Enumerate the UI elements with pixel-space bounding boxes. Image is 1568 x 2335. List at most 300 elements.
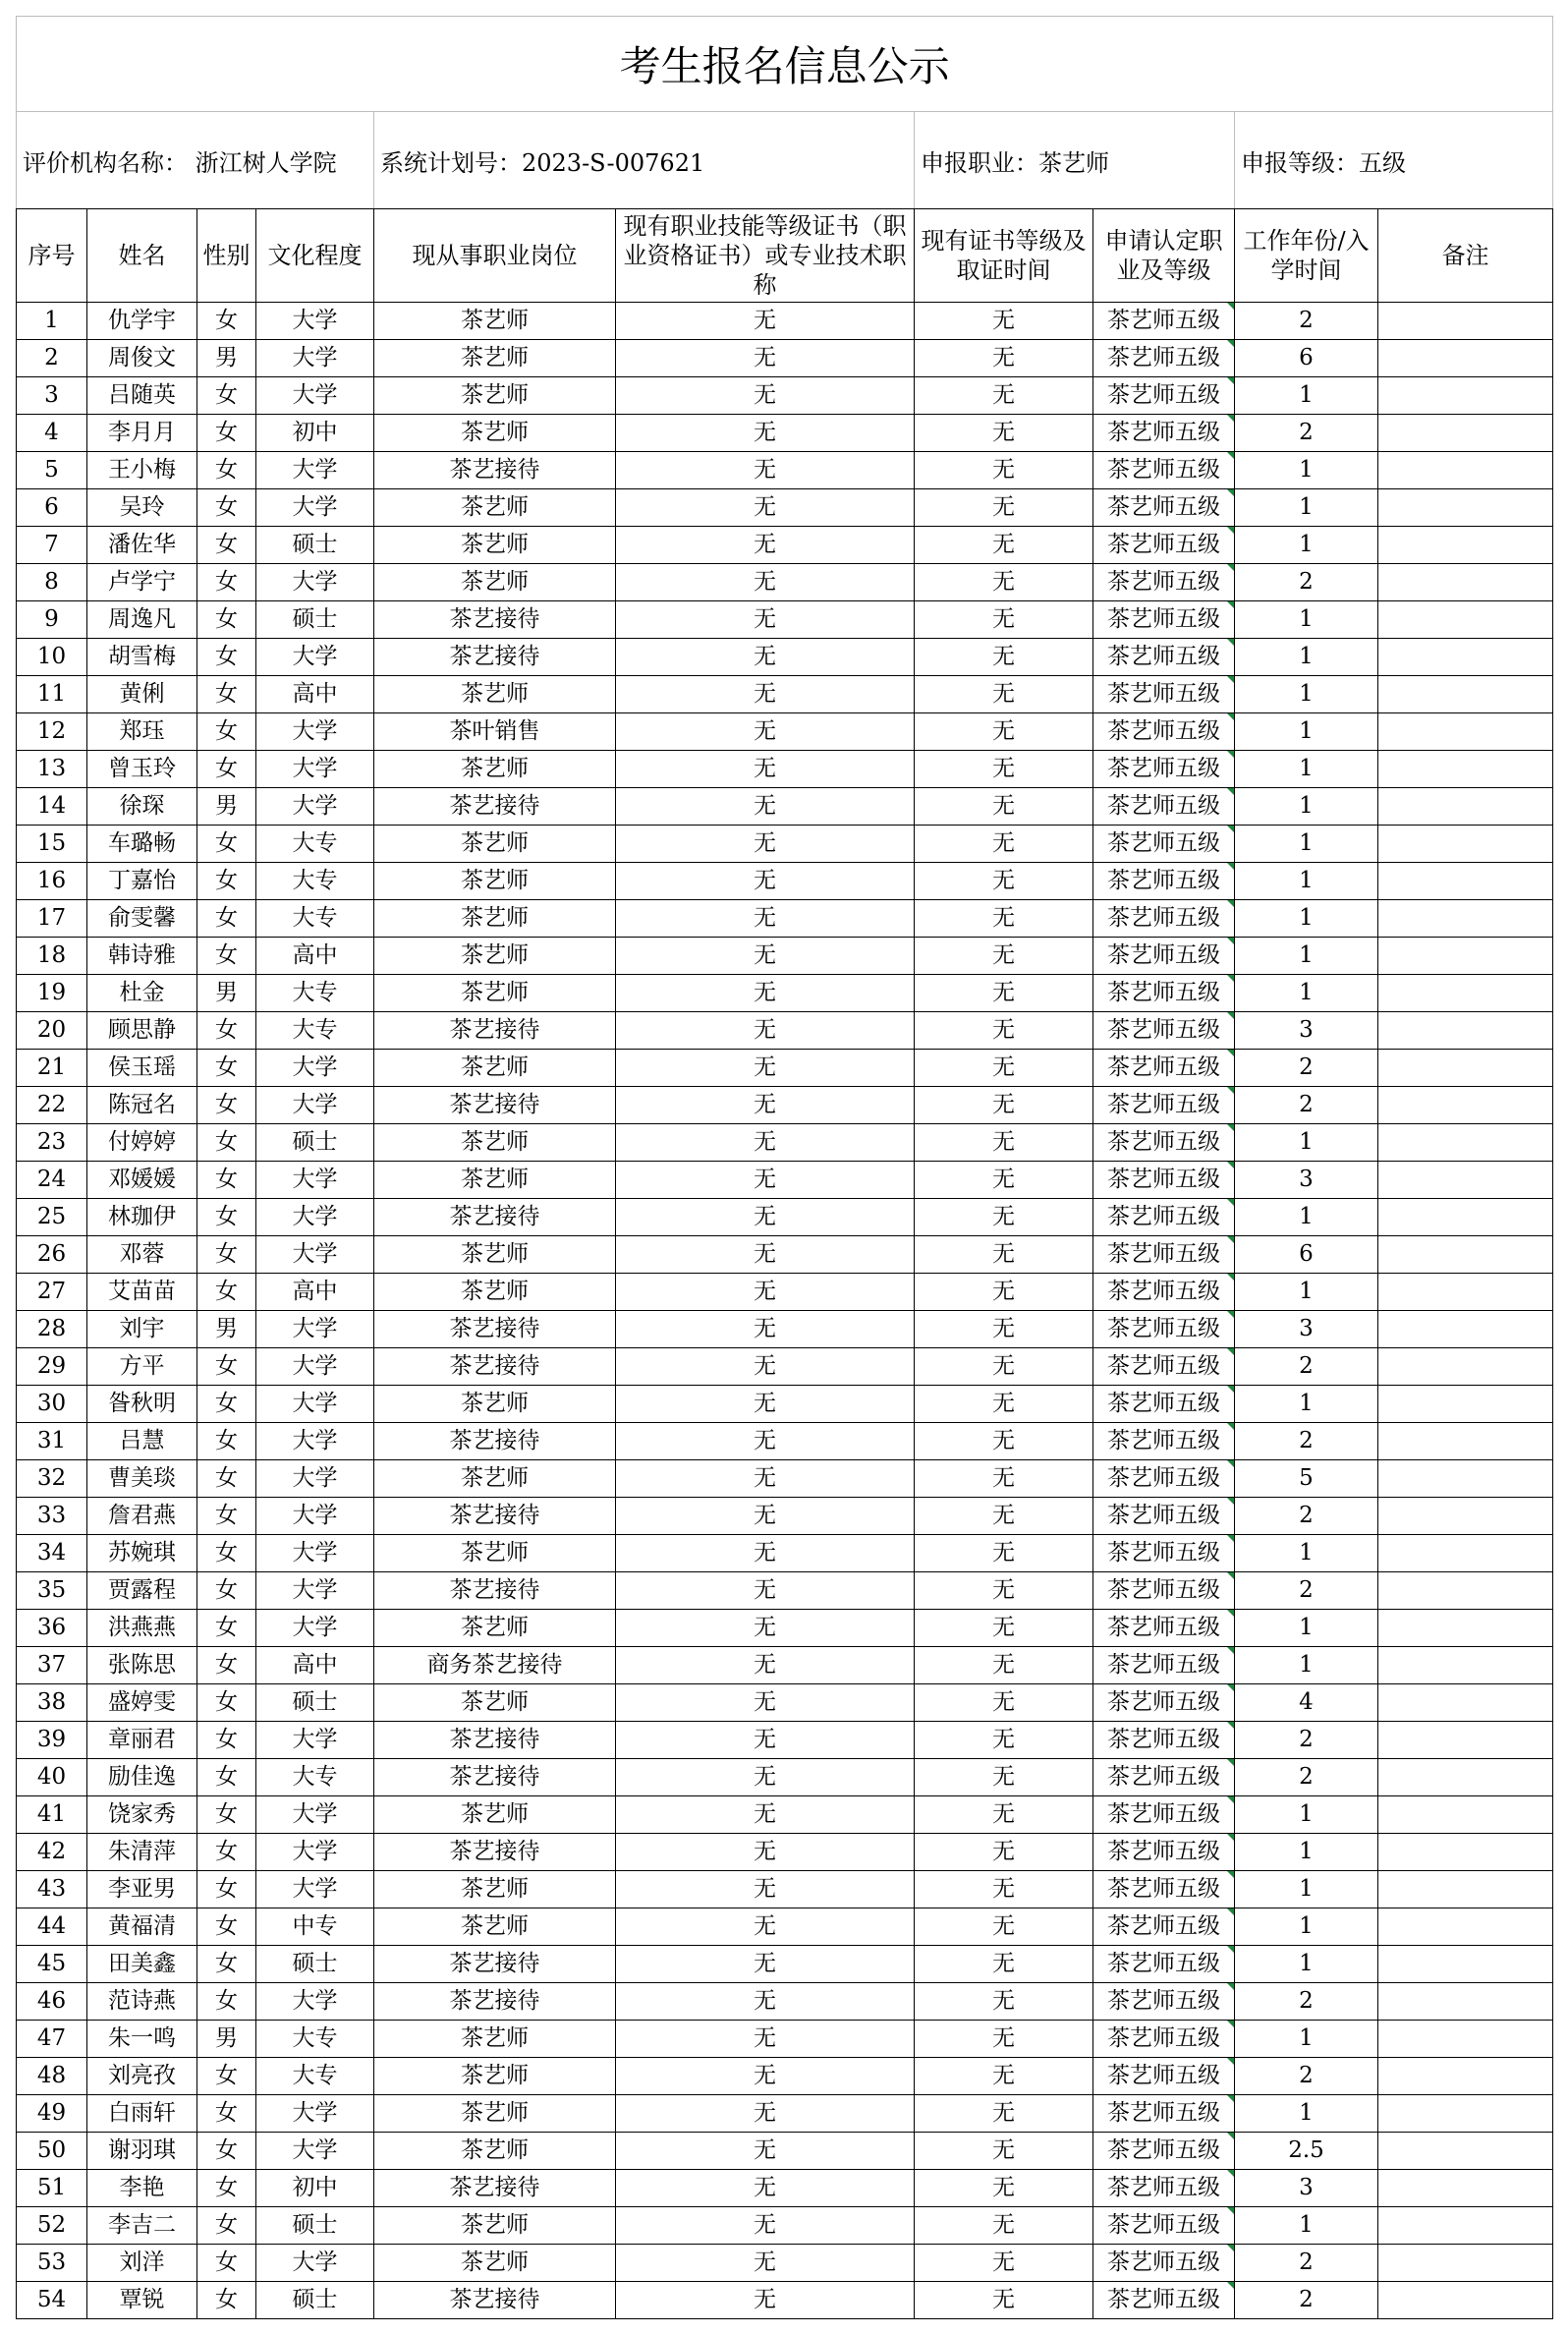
work-years-cell: 1 xyxy=(1235,2021,1378,2058)
name-cell: 曾玉玲 xyxy=(87,751,197,788)
applied-level-cell: 茶艺师五级 xyxy=(1093,1348,1235,1386)
work-years-cell: 1 xyxy=(1235,1834,1378,1871)
applied-level-cell: 茶艺师五级 xyxy=(1093,676,1235,713)
index-cell: 50 xyxy=(17,2133,87,2170)
index-cell: 6 xyxy=(17,489,87,527)
certificate-level-cell: 无 xyxy=(915,1498,1093,1535)
certificate-level-cell: 无 xyxy=(915,2282,1093,2319)
current-post-cell: 茶艺接待 xyxy=(374,1199,616,1236)
education-cell: 大学 xyxy=(256,1610,374,1647)
education-cell: 大专 xyxy=(256,826,374,863)
current-post-cell: 茶艺师 xyxy=(374,676,616,713)
gender-cell: 女 xyxy=(197,1983,256,2021)
gender-cell: 女 xyxy=(197,1647,256,1684)
name-cell: 陈冠名 xyxy=(87,1087,197,1124)
current-post-cell: 茶艺师 xyxy=(374,975,616,1012)
table-row xyxy=(17,1348,1553,1386)
remarks-cell xyxy=(1378,1348,1553,1386)
applied-level-cell: 茶艺师五级 xyxy=(1093,340,1235,377)
gender-cell: 女 xyxy=(197,1796,256,1834)
applied-level-cell: 茶艺师五级 xyxy=(1093,2021,1235,2058)
table-row xyxy=(17,1610,1553,1647)
work-years-cell: 6 xyxy=(1235,1236,1378,1274)
col-header-gender: 性别 xyxy=(197,209,256,303)
current-certificate-cell: 无 xyxy=(616,975,915,1012)
applied-level-cell: 茶艺师五级 xyxy=(1093,2058,1235,2095)
gender-cell: 女 xyxy=(197,676,256,713)
remarks-cell xyxy=(1378,938,1553,975)
education-cell: 大学 xyxy=(256,1834,374,1871)
table-row xyxy=(17,1498,1553,1535)
index-cell: 48 xyxy=(17,2058,87,2095)
gender-cell: 女 xyxy=(197,1759,256,1796)
index-cell: 45 xyxy=(17,1946,87,1983)
remarks-cell xyxy=(1378,2058,1553,2095)
work-years-cell: 1 xyxy=(1235,1647,1378,1684)
table-row xyxy=(17,1311,1553,1348)
work-years-cell: 5 xyxy=(1235,1460,1378,1498)
education-cell: 大学 xyxy=(256,1983,374,2021)
current-post-cell: 茶艺接待 xyxy=(374,639,616,676)
index-cell: 46 xyxy=(17,1983,87,2021)
current-post-cell: 茶艺接待 xyxy=(374,1946,616,1983)
applied-level-cell: 茶艺师五级 xyxy=(1093,1759,1235,1796)
table-row xyxy=(17,788,1553,826)
education-cell: 大学 xyxy=(256,1423,374,1460)
current-certificate-cell: 无 xyxy=(616,1722,915,1759)
index-cell: 29 xyxy=(17,1348,87,1386)
remarks-cell xyxy=(1378,1311,1553,1348)
certificate-level-cell: 无 xyxy=(915,676,1093,713)
index-cell: 30 xyxy=(17,1386,87,1423)
current-certificate-cell: 无 xyxy=(616,1647,915,1684)
index-cell: 9 xyxy=(17,601,87,639)
gender-cell: 女 xyxy=(197,1199,256,1236)
applied-level-cell: 茶艺师五级 xyxy=(1093,1684,1235,1722)
certificate-level-cell: 无 xyxy=(915,975,1093,1012)
current-certificate-cell: 无 xyxy=(616,2207,915,2245)
page-title: 考生报名信息公示 xyxy=(17,17,1553,112)
name-cell: 吕随英 xyxy=(87,377,197,415)
index-cell: 39 xyxy=(17,1722,87,1759)
remarks-cell xyxy=(1378,826,1553,863)
education-cell: 大专 xyxy=(256,863,374,900)
remarks-cell xyxy=(1378,1386,1553,1423)
work-years-cell: 1 xyxy=(1235,975,1378,1012)
remarks-cell xyxy=(1378,1274,1553,1311)
remarks-cell xyxy=(1378,713,1553,751)
current-certificate-cell: 无 xyxy=(616,377,915,415)
index-cell: 54 xyxy=(17,2282,87,2319)
applied-level-cell: 茶艺师五级 xyxy=(1093,2245,1235,2282)
education-cell: 大学 xyxy=(256,1386,374,1423)
gender-cell: 女 xyxy=(197,2133,256,2170)
table-row xyxy=(17,1946,1553,1983)
certificate-level-cell: 无 xyxy=(915,1087,1093,1124)
name-cell: 俞雯馨 xyxy=(87,900,197,938)
remarks-cell xyxy=(1378,863,1553,900)
table-row xyxy=(17,489,1553,527)
name-cell: 顾思静 xyxy=(87,1012,197,1050)
index-cell: 22 xyxy=(17,1087,87,1124)
current-post-cell: 茶艺接待 xyxy=(374,1722,616,1759)
gender-cell: 女 xyxy=(197,2245,256,2282)
gender-cell: 男 xyxy=(197,975,256,1012)
current-certificate-cell: 无 xyxy=(616,863,915,900)
applied-level-cell: 茶艺师五级 xyxy=(1093,1946,1235,1983)
index-cell: 49 xyxy=(17,2095,87,2133)
certificate-level-cell: 无 xyxy=(915,1684,1093,1722)
table-row xyxy=(17,1759,1553,1796)
current-certificate-cell: 无 xyxy=(616,1311,915,1348)
index-cell: 47 xyxy=(17,2021,87,2058)
index-cell: 3 xyxy=(17,377,87,415)
work-years-cell: 2 xyxy=(1235,1983,1378,2021)
gender-cell: 女 xyxy=(197,1087,256,1124)
work-years-cell: 1 xyxy=(1235,751,1378,788)
work-years-cell: 6 xyxy=(1235,340,1378,377)
index-cell: 15 xyxy=(17,826,87,863)
name-cell: 黄福清 xyxy=(87,1908,197,1946)
education-cell: 硕士 xyxy=(256,2207,374,2245)
education-cell: 大学 xyxy=(256,1871,374,1908)
current-post-cell: 茶艺接待 xyxy=(374,1087,616,1124)
table-row xyxy=(17,601,1553,639)
current-certificate-cell: 无 xyxy=(616,2245,915,2282)
name-cell: 周俊文 xyxy=(87,340,197,377)
current-post-cell: 茶艺师 xyxy=(374,1386,616,1423)
current-post-cell: 茶艺接待 xyxy=(374,1572,616,1610)
gender-cell: 女 xyxy=(197,1348,256,1386)
current-post-cell: 茶艺接待 xyxy=(374,1423,616,1460)
current-post-cell: 茶艺师 xyxy=(374,2133,616,2170)
work-years-cell: 1 xyxy=(1235,639,1378,676)
table-row xyxy=(17,713,1553,751)
current-post-cell: 茶艺师 xyxy=(374,377,616,415)
work-years-cell: 2 xyxy=(1235,1498,1378,1535)
work-years-cell: 4 xyxy=(1235,1684,1378,1722)
remarks-cell xyxy=(1378,415,1553,452)
education-cell: 硕士 xyxy=(256,527,374,564)
gender-cell: 女 xyxy=(197,1460,256,1498)
education-cell: 大学 xyxy=(256,1050,374,1087)
current-post-cell: 茶艺师 xyxy=(374,1460,616,1498)
name-cell: 李艳 xyxy=(87,2170,197,2207)
remarks-cell xyxy=(1378,1834,1553,1871)
remarks-cell xyxy=(1378,340,1553,377)
current-post-cell: 茶艺师 xyxy=(374,1796,616,1834)
name-cell: 邓蓉 xyxy=(87,1236,197,1274)
applied-level-cell: 茶艺师五级 xyxy=(1093,826,1235,863)
gender-cell: 女 xyxy=(197,2207,256,2245)
applied-level-cell: 茶艺师五级 xyxy=(1093,1012,1235,1050)
current-post-cell: 茶艺师 xyxy=(374,1050,616,1087)
current-certificate-cell: 无 xyxy=(616,1871,915,1908)
work-years-cell: 1 xyxy=(1235,676,1378,713)
work-years-cell: 1 xyxy=(1235,489,1378,527)
remarks-cell xyxy=(1378,1236,1553,1274)
applied-level-cell: 茶艺师五级 xyxy=(1093,1647,1235,1684)
remarks-cell xyxy=(1378,1684,1553,1722)
table-row xyxy=(17,1647,1553,1684)
work-years-cell: 2 xyxy=(1235,2245,1378,2282)
remarks-cell xyxy=(1378,1199,1553,1236)
work-years-cell: 1 xyxy=(1235,1908,1378,1946)
index-cell: 13 xyxy=(17,751,87,788)
current-certificate-cell: 无 xyxy=(616,1274,915,1311)
gender-cell: 女 xyxy=(197,377,256,415)
certificate-level-cell: 无 xyxy=(915,1012,1093,1050)
current-post-cell: 茶艺师 xyxy=(374,2095,616,2133)
table-row xyxy=(17,1012,1553,1050)
gender-cell: 女 xyxy=(197,2170,256,2207)
current-post-cell: 茶艺师 xyxy=(374,415,616,452)
certificate-level-cell: 无 xyxy=(915,1124,1093,1162)
remarks-cell xyxy=(1378,2133,1553,2170)
name-cell: 侯玉瑶 xyxy=(87,1050,197,1087)
certificate-level-cell: 无 xyxy=(915,639,1093,676)
certificate-level-cell: 无 xyxy=(915,340,1093,377)
table-row xyxy=(17,2095,1553,2133)
applied-level-cell: 茶艺师五级 xyxy=(1093,527,1235,564)
current-post-cell: 茶艺师 xyxy=(374,564,616,601)
index-cell: 26 xyxy=(17,1236,87,1274)
education-cell: 硕士 xyxy=(256,1124,374,1162)
applied-level-cell: 茶艺师五级 xyxy=(1093,1386,1235,1423)
certificate-level-cell: 无 xyxy=(915,1274,1093,1311)
name-cell: 范诗燕 xyxy=(87,1983,197,2021)
gender-cell: 女 xyxy=(197,415,256,452)
table-row xyxy=(17,1162,1553,1199)
index-cell: 40 xyxy=(17,1759,87,1796)
education-cell: 大学 xyxy=(256,2095,374,2133)
table-row xyxy=(17,975,1553,1012)
education-cell: 大学 xyxy=(256,1796,374,1834)
table-row xyxy=(17,2207,1553,2245)
certificate-level-cell: 无 xyxy=(915,527,1093,564)
certificate-level-cell: 无 xyxy=(915,1050,1093,1087)
education-cell: 大学 xyxy=(256,1348,374,1386)
applied-level-cell: 茶艺师五级 xyxy=(1093,1796,1235,1834)
work-years-cell: 2.5 xyxy=(1235,2133,1378,2170)
gender-cell: 女 xyxy=(197,2095,256,2133)
certificate-level-cell: 无 xyxy=(915,1759,1093,1796)
current-post-cell: 茶艺师 xyxy=(374,826,616,863)
education-cell: 大学 xyxy=(256,489,374,527)
applied-level-cell: 茶艺师五级 xyxy=(1093,1498,1235,1535)
education-cell: 大专 xyxy=(256,900,374,938)
current-certificate-cell: 无 xyxy=(616,2058,915,2095)
current-certificate-cell: 无 xyxy=(616,713,915,751)
applied-level-cell: 茶艺师五级 xyxy=(1093,639,1235,676)
certificate-level-cell: 无 xyxy=(915,900,1093,938)
remarks-cell xyxy=(1378,900,1553,938)
current-certificate-cell: 无 xyxy=(616,751,915,788)
org-name-field: 评价机构名称： 浙江树人学院 xyxy=(17,112,374,209)
index-cell: 14 xyxy=(17,788,87,826)
remarks-cell xyxy=(1378,1647,1553,1684)
current-certificate-cell: 无 xyxy=(616,452,915,489)
education-cell: 高中 xyxy=(256,676,374,713)
table-row xyxy=(17,1796,1553,1834)
gender-cell: 女 xyxy=(197,1946,256,1983)
gender-cell: 女 xyxy=(197,303,256,340)
table-row xyxy=(17,1722,1553,1759)
table-row xyxy=(17,415,1553,452)
work-years-cell: 2 xyxy=(1235,1722,1378,1759)
current-certificate-cell: 无 xyxy=(616,2170,915,2207)
table-row xyxy=(17,1236,1553,1274)
education-cell: 初中 xyxy=(256,2170,374,2207)
remarks-cell xyxy=(1378,1610,1553,1647)
certificate-level-cell: 无 xyxy=(915,1535,1093,1572)
current-certificate-cell: 无 xyxy=(616,1610,915,1647)
name-cell: 潘佐华 xyxy=(87,527,197,564)
name-cell: 胡雪梅 xyxy=(87,639,197,676)
applied-level-cell: 茶艺师五级 xyxy=(1093,2282,1235,2319)
education-cell: 大学 xyxy=(256,1162,374,1199)
work-years-cell: 3 xyxy=(1235,1162,1378,1199)
col-header-index: 序号 xyxy=(17,209,87,303)
certificate-level-cell: 无 xyxy=(915,788,1093,826)
education-cell: 大学 xyxy=(256,452,374,489)
name-cell: 李亚男 xyxy=(87,1871,197,1908)
certificate-level-cell: 无 xyxy=(915,1572,1093,1610)
work-years-cell: 2 xyxy=(1235,1423,1378,1460)
remarks-cell xyxy=(1378,1460,1553,1498)
name-cell: 吕慧 xyxy=(87,1423,197,1460)
education-cell: 高中 xyxy=(256,1647,374,1684)
index-cell: 43 xyxy=(17,1871,87,1908)
current-certificate-cell: 无 xyxy=(616,788,915,826)
name-cell: 刘洋 xyxy=(87,2245,197,2282)
current-certificate-cell: 无 xyxy=(616,1572,915,1610)
current-post-cell: 茶艺接待 xyxy=(374,1759,616,1796)
work-years-cell: 1 xyxy=(1235,377,1378,415)
current-certificate-cell: 无 xyxy=(616,340,915,377)
applied-level-cell: 茶艺师五级 xyxy=(1093,1722,1235,1759)
gender-cell: 女 xyxy=(197,1012,256,1050)
remarks-cell xyxy=(1378,751,1553,788)
education-cell: 大学 xyxy=(256,1199,374,1236)
current-post-cell: 茶艺接待 xyxy=(374,1498,616,1535)
index-cell: 41 xyxy=(17,1796,87,1834)
table-row xyxy=(17,1908,1553,1946)
name-cell: 朱清萍 xyxy=(87,1834,197,1871)
current-post-cell: 茶艺师 xyxy=(374,1274,616,1311)
remarks-cell xyxy=(1378,2170,1553,2207)
applied-level-cell: 茶艺师五级 xyxy=(1093,1834,1235,1871)
name-cell: 邓媛媛 xyxy=(87,1162,197,1199)
gender-cell: 女 xyxy=(197,639,256,676)
applied-level-cell: 茶艺师五级 xyxy=(1093,863,1235,900)
certificate-level-cell: 无 xyxy=(915,1908,1093,1946)
remarks-cell xyxy=(1378,1759,1553,1796)
name-cell: 王小梅 xyxy=(87,452,197,489)
name-cell: 朱一鸣 xyxy=(87,2021,197,2058)
certificate-level-cell: 无 xyxy=(915,1162,1093,1199)
current-certificate-cell: 无 xyxy=(616,527,915,564)
education-cell: 大专 xyxy=(256,1012,374,1050)
registration-sheet xyxy=(16,16,1552,2319)
current-certificate-cell: 无 xyxy=(616,1983,915,2021)
current-certificate-cell: 无 xyxy=(616,1460,915,1498)
applied-level-cell: 茶艺师五级 xyxy=(1093,1124,1235,1162)
gender-cell: 女 xyxy=(197,1908,256,1946)
gender-cell: 女 xyxy=(197,1386,256,1423)
remarks-cell xyxy=(1378,1423,1553,1460)
current-post-cell: 茶艺接待 xyxy=(374,601,616,639)
work-years-cell: 1 xyxy=(1235,1199,1378,1236)
education-cell: 大学 xyxy=(256,564,374,601)
current-certificate-cell: 无 xyxy=(616,1498,915,1535)
name-cell: 覃锐 xyxy=(87,2282,197,2319)
education-cell: 大学 xyxy=(256,751,374,788)
index-cell: 11 xyxy=(17,676,87,713)
name-cell: 谢羽琪 xyxy=(87,2133,197,2170)
table-row xyxy=(17,1983,1553,2021)
gender-cell: 女 xyxy=(197,1050,256,1087)
remarks-cell xyxy=(1378,1124,1553,1162)
certificate-level-cell: 无 xyxy=(915,1423,1093,1460)
remarks-cell xyxy=(1378,1498,1553,1535)
gender-cell: 女 xyxy=(197,2282,256,2319)
remarks-cell xyxy=(1378,527,1553,564)
name-cell: 刘宇 xyxy=(87,1311,197,1348)
education-cell: 硕士 xyxy=(256,601,374,639)
current-post-cell: 茶艺师 xyxy=(374,1871,616,1908)
work-years-cell: 2 xyxy=(1235,415,1378,452)
current-certificate-cell: 无 xyxy=(616,2282,915,2319)
index-cell: 23 xyxy=(17,1124,87,1162)
certificate-level-cell: 无 xyxy=(915,1722,1093,1759)
gender-cell: 女 xyxy=(197,1274,256,1311)
index-cell: 37 xyxy=(17,1647,87,1684)
current-certificate-cell: 无 xyxy=(616,1087,915,1124)
applied-level-cell: 茶艺师五级 xyxy=(1093,788,1235,826)
name-cell: 刘亮孜 xyxy=(87,2058,197,2095)
current-certificate-cell: 无 xyxy=(616,1759,915,1796)
applied-level-cell: 茶艺师五级 xyxy=(1093,1535,1235,1572)
applied-level-cell: 茶艺师五级 xyxy=(1093,1274,1235,1311)
work-years-cell: 1 xyxy=(1235,1535,1378,1572)
applied-level-cell: 茶艺师五级 xyxy=(1093,1610,1235,1647)
index-cell: 17 xyxy=(17,900,87,938)
index-cell: 42 xyxy=(17,1834,87,1871)
table-row xyxy=(17,1124,1553,1162)
education-cell: 大学 xyxy=(256,377,374,415)
current-post-cell: 茶艺接待 xyxy=(374,1012,616,1050)
applied-level-cell: 茶艺师五级 xyxy=(1093,1423,1235,1460)
name-cell: 饶家秀 xyxy=(87,1796,197,1834)
table-row xyxy=(17,1386,1553,1423)
remarks-cell xyxy=(1378,2021,1553,2058)
gender-cell: 女 xyxy=(197,601,256,639)
certificate-level-cell: 无 xyxy=(915,1871,1093,1908)
current-post-cell: 茶艺师 xyxy=(374,1535,616,1572)
index-cell: 8 xyxy=(17,564,87,601)
certificate-level-cell: 无 xyxy=(915,863,1093,900)
table-row xyxy=(17,2058,1553,2095)
current-post-cell: 茶艺接待 xyxy=(374,452,616,489)
name-cell: 卢学宁 xyxy=(87,564,197,601)
certificate-level-cell: 无 xyxy=(915,2021,1093,2058)
work-years-cell: 2 xyxy=(1235,1759,1378,1796)
applied-level-cell: 茶艺师五级 xyxy=(1093,900,1235,938)
current-certificate-cell: 无 xyxy=(616,303,915,340)
work-years-cell: 1 xyxy=(1235,1274,1378,1311)
current-certificate-cell: 无 xyxy=(616,826,915,863)
